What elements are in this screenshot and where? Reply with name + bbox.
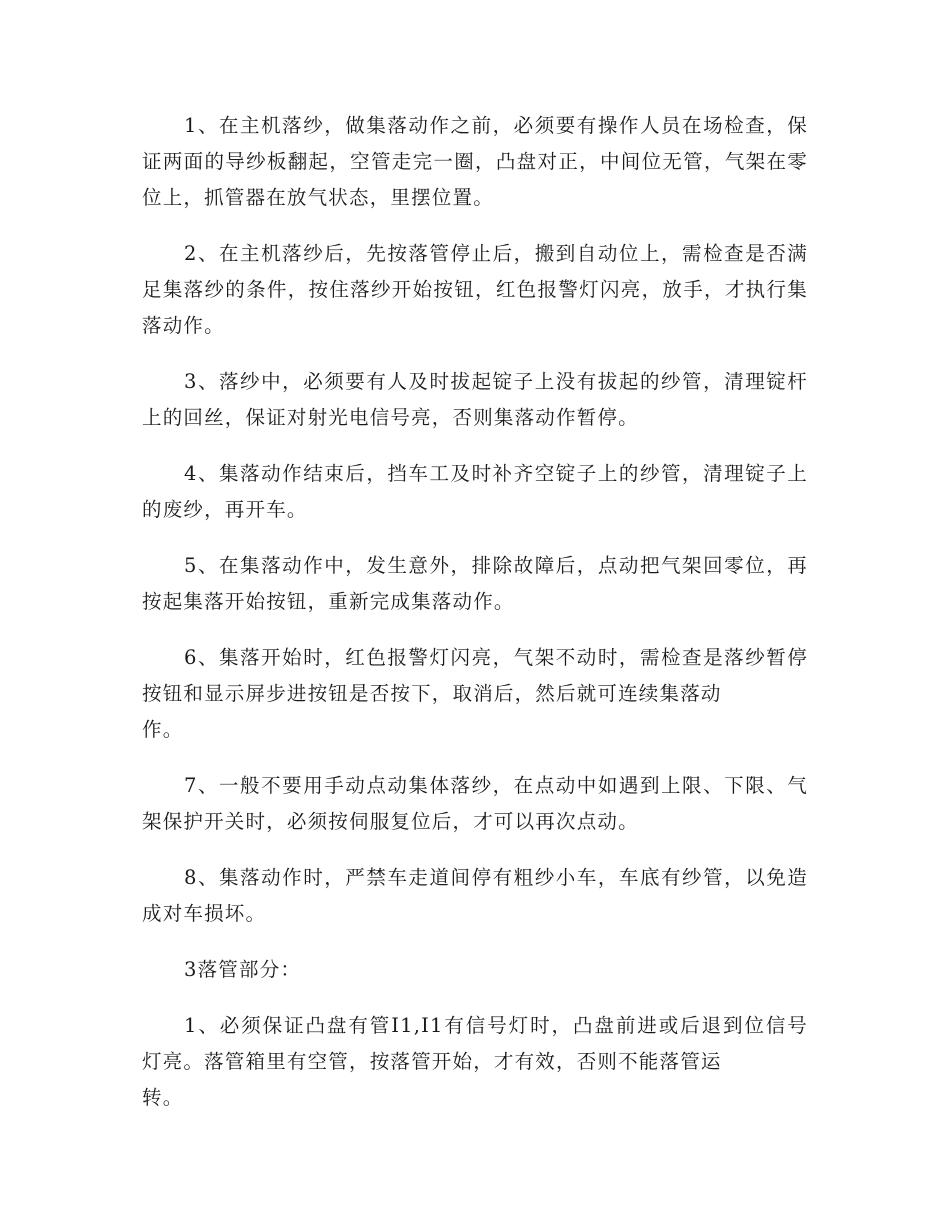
paragraph-4: 4、集落动作结束后，挡车工及时补齐空锭子上的纱管，清理锭子上的废纱，再开车。 (142, 462, 808, 521)
paragraph-1: 1、在主机落纱，做集落动作之前，必须要有操作人员在场检查，保证两面的导纱板翻起，空管走完一圈，凸盘对正，中间位无管，气架在零位上，抓管器在放气状态，里摆位置。 (142, 114, 808, 209)
section-heading: 3落管部分： (184, 958, 302, 981)
paragraph-3: 3、落纱中，必须要有人及时拔起锭子上没有拔起的纱管，清理锭杆上的回丝，保证对射光电信号亮，否则集落动作暂停。 (142, 370, 808, 429)
paragraph-7: 7、一般不要用手动点动集体落纱，在点动中如遇到上限、下限、气架保护开关时，必须按伺服复位后，才可以再次点动。 (142, 774, 808, 833)
paragraph-5: 5、在集落动作中，发生意外，排除故障后，点动把气架回零位，再按起集落开始按钮，重新完成集落动作。 (142, 554, 808, 613)
paragraph-2: 2、在主机落纱后，先按落管停止后，搬到自动位上，需检查是否满足集落纱的条件，按住落纱开始按钮，红色报警灯闪亮，放手，才执行集落动作。 (142, 242, 808, 337)
paragraph-8: 8、集落动作时，严禁车走道间停有粗纱小车，车底有纱管，以免造成对车损坏。 (142, 866, 808, 925)
section-paragraph-1: 1、必须保证凸盘有管I1,I1有信号灯时，凸盘前进或后退到位信号灯亮。落管箱里有空管，按落管开始，才有效，否则不能落管运 转。 (142, 1014, 808, 1109)
paragraph-6: 6、集落开始时，红色报警灯闪亮，气架不动时，需检查是落纱暂停按钮和显示屏步进按钮是否按下，取消后，然后就可连续集落动 作。 (142, 646, 808, 741)
